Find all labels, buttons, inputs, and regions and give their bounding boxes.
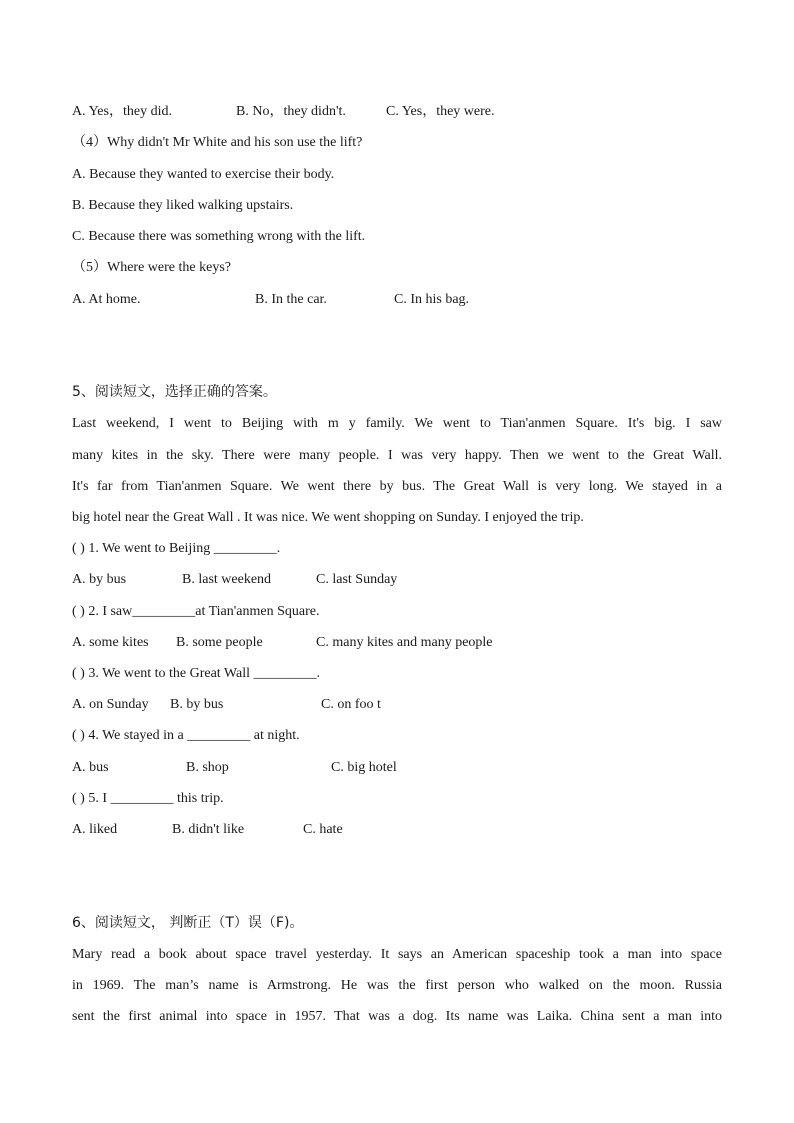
q2-option-b: B. some people — [176, 635, 263, 650]
q5s5-option-c: C. hate — [303, 822, 343, 837]
q5s5-stem: ( ) 5. I _________ this trip. — [72, 791, 224, 806]
q5s5-option-b: B. didn't like — [172, 822, 245, 837]
passage6-line-2: in 1969. The man’s name is Armstrong. He was the first person who walked on the moon. Russia — [72, 978, 722, 993]
q2-stem: ( ) 2. I saw_________at Tian'anmen Square. — [72, 604, 320, 619]
passage5-line-2: many kites in the sky. There were many people. I was very happy. Then we went to the Great Wall. — [72, 448, 722, 463]
q3-option-c: C. Yes，they were. — [386, 104, 495, 119]
passage6-line-3: sent the first animal into space in 1957. That was a dog. Its name was Laika. China sent a man into — [72, 1009, 722, 1024]
q3s5-option-c: C. on foo t — [321, 697, 381, 712]
q5s5-option-a: A. liked — [72, 822, 118, 837]
q5-option-c: C. In his bag. — [394, 292, 470, 307]
q4s5-stem: ( ) 4. We stayed in a _________ at night. — [72, 728, 300, 743]
q4-question: （4）Why didn't Mr White and his son use the lift? — [72, 135, 363, 150]
q2-option-a: A. some kites — [72, 635, 149, 650]
q5-option-b: B. In the car. — [255, 292, 327, 307]
q3s5-option-a: A. on Sunday — [72, 697, 149, 712]
q4-option-c: C. Because there was something wrong with the lift. — [72, 229, 366, 244]
section6-heading: 6、阅读短文， 判断正（T）误（F)。 — [72, 915, 304, 931]
section5-heading: 5、阅读短文，选择正确的答案。 — [72, 384, 277, 400]
q4-option-b: B. Because they liked walking upstairs. — [72, 198, 294, 213]
q1-option-b: B. last weekend — [182, 572, 272, 587]
q5-option-a: A. At home. — [72, 292, 141, 307]
q5-question: （5）Where were the keys? — [72, 260, 231, 275]
q1-stem: ( ) 1. We went to Beijing _________. — [72, 541, 281, 556]
q3s5-option-b: B. by bus — [170, 697, 224, 712]
passage5-line-1: Last weekend, I went to Beijing with m y family. We went to Tian'anmen Square. It's big. I saw — [72, 416, 722, 431]
q3-option-a: A. Yes，they did. — [72, 104, 172, 119]
q1-option-a: A. by bus — [72, 572, 127, 587]
passage5-line-4: big hotel near the Great Wall . It was nice. We went shopping on Sunday. I enjoyed the trip. — [72, 510, 584, 525]
q4s5-option-c: C. big hotel — [331, 760, 397, 775]
passage5-line-3: It's far from Tian'anmen Square. We went there by bus. The Great Wall is very long. We stayed in a — [72, 479, 722, 494]
q3-stem: ( ) 3. We went to the Great Wall _________. — [72, 666, 321, 681]
q2-option-c: C. many kites and many people — [316, 635, 493, 650]
q3-option-b: B. No，they didn't. — [236, 104, 346, 119]
passage6-line-1: Mary read a book about space travel yesterday. It says an American spaceship took a man into space — [72, 947, 722, 962]
q1-option-c: C. last Sunday — [316, 572, 398, 587]
q4-option-a: A. Because they wanted to exercise their body. — [72, 167, 335, 182]
q4s5-option-b: B. shop — [186, 760, 229, 775]
q4s5-option-a: A. bus — [72, 760, 109, 775]
